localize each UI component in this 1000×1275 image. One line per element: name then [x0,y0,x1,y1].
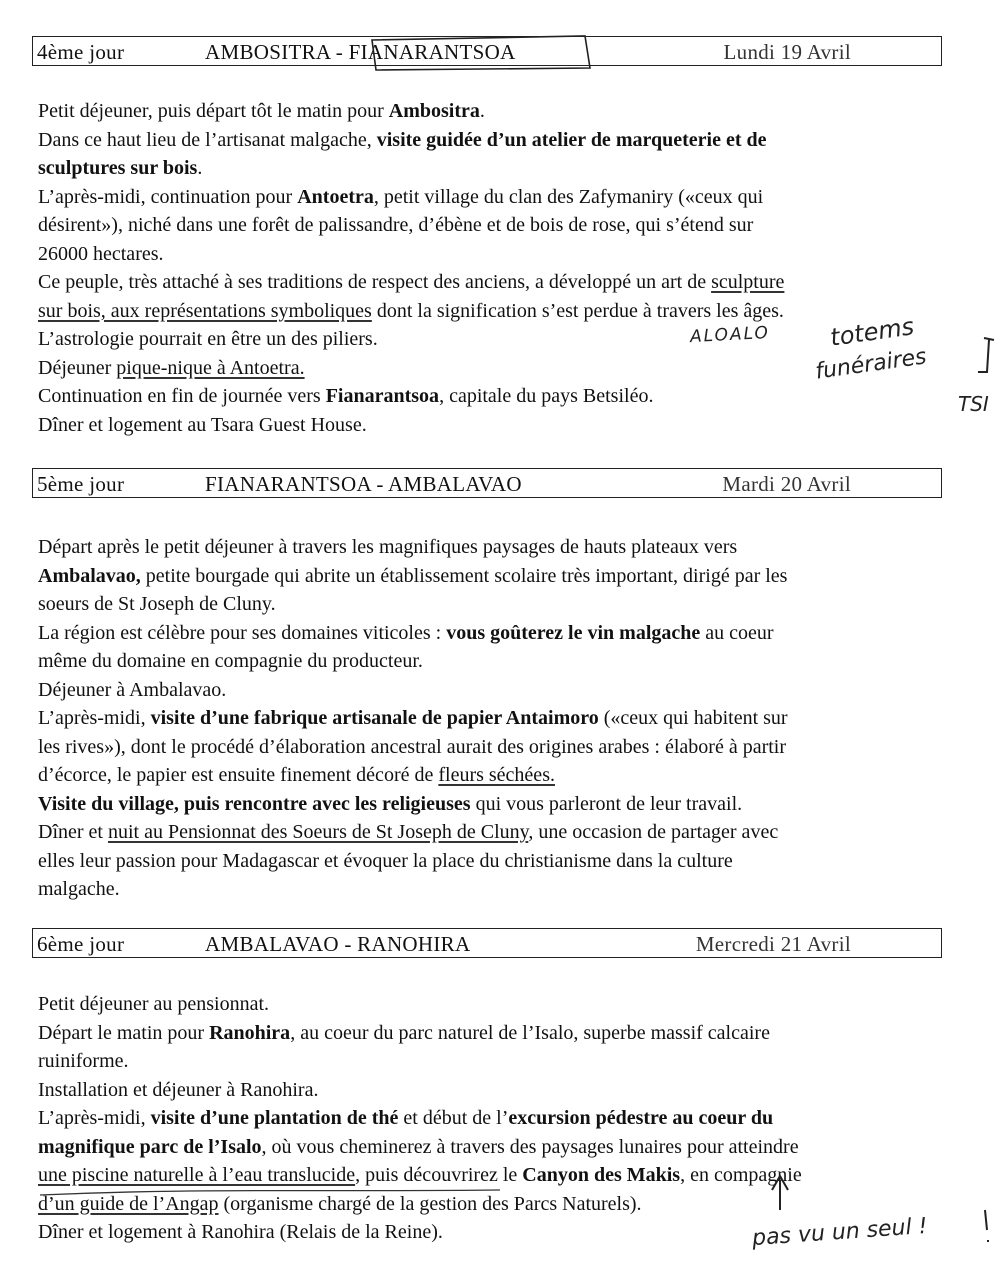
bold-text: excursion pédestre au coeur du [508,1107,774,1129]
handwritten-note-funeraires: funéraires [813,344,929,385]
text-run: Petit déjeuner, puis départ tôt le matin pour [38,100,389,122]
day-date: Mercredi 21 Avril [695,932,851,956]
text-run: d’écorce, le papier est ensuite finement décoré de [38,764,439,786]
margin-bracket-mark [978,338,994,372]
text-run: dont la signification s’est perdue à travers les âges. [371,299,784,322]
day-label: 5ème jour [37,472,125,496]
text-run: Dîner et logement à Ranohira (Relais de la Reine). [38,1221,443,1243]
underlined-text: nuit au Pensionnat des Soeurs de St Joseph de Cluny [107,821,529,843]
text-run: L’astrologie pourrait en être un des piliers. [38,328,378,350]
text-run: (organisme chargé de la gestion des Parcs Naturels). [218,1192,642,1215]
text-run: même du domaine en compagnie du producteur. [38,650,423,672]
text-run: Déjeuner [38,356,117,379]
text-run: Dans ce haut lieu de l’artisanat malgache, [38,128,377,151]
text-run: L’après-midi, [38,707,151,729]
day-label: 4ème jour [37,40,125,64]
bold-text: Visite du village, puis rencontre avec les religieuses [38,792,471,815]
underline-mark [40,1190,500,1195]
day-route: AMBALAVAO - RANOHIRA [205,932,471,956]
bold-text: Canyon des Makis [522,1164,681,1186]
bold-text: Ambalavao, [38,564,141,587]
bold-text: vous goûterez le vin malgache [446,621,701,644]
handwritten-note-totems: totems [828,312,916,352]
text-run: , une occasion de partager avec [528,821,779,843]
underlined-text: sculpture [711,271,785,293]
text-run: les rives»), dont le procédé d’élaboration ancestral aurait des origines arabes : élaboré à partir [38,735,787,758]
text-run: , où vous cheminerez à travers des paysages lunaires pour atteindre [261,1135,799,1158]
text-run: soeurs de St Joseph de Cluny. [38,593,276,615]
arrow-up-icon [772,1176,788,1210]
text-run: Petit déjeuner au pensionnat. [38,993,270,1015]
text-run: Départ après le petit déjeuner à travers les magnifiques paysages de hauts plateaux vers [38,536,738,558]
text-run: Ce peuple, très attaché à ses traditions de respect des anciens, a développé un art de [38,271,712,293]
text-run: Dîner et [38,821,108,843]
day-date: Lundi 19 Avril [723,40,851,64]
text-run: petite bourgade qui abrite un établissement scolaire très important, dirigé par les [140,564,788,587]
bold-text: Ranohira [209,1021,291,1044]
day-route: AMBOSITRA - FIANARANTSOA [205,40,516,64]
bold-text: Fianarantsoa [325,385,440,407]
text-run: . [197,157,203,179]
text-run: désirent»), niché dans une forêt de palissandre, d’ébène et de bois de rose, qui s’étend sur [38,214,754,236]
day-label: 6ème jour [37,932,125,956]
text-run: qui vous parleront de leur travail. [470,792,743,815]
text-run: Départ le matin pour [38,1021,210,1044]
text-run: , au coeur du parc naturel de l’Isalo, superbe massif calcaire [290,1021,770,1044]
text-run: , petit village du clan des Zafymaniry («ceux qui [373,185,764,208]
text-run: malgache. [38,878,120,900]
underlined-text: d’un guide de l’Angap [38,1192,219,1215]
text-run: elles leur passion pour Madagascar et évoquer la place du christianisme dans la culture [38,849,733,872]
text-run: 26000 hectares. [38,242,164,265]
text-run: , capitale du pays Betsiléo. [439,385,654,407]
day-date: Mardi 20 Avril [722,472,851,496]
text-run: Installation et déjeuner à Ranohira. [38,1078,319,1101]
text-run: Continuation en fin de journée vers [38,385,326,407]
bold-text: visite d’une plantation de thé [150,1107,399,1129]
underlined-text: une piscine naturelle à l’eau translucide [38,1164,356,1186]
text-run: ruiniforme. [38,1050,129,1072]
bold-text: Ambositra [388,100,480,122]
text-run: Dîner et logement au Tsara Guest House. [38,413,367,436]
bold-text: sculptures sur bois [38,157,198,179]
text-run: L’après-midi, [38,1107,151,1129]
text-run: au coeur [700,621,774,644]
exclamation-mark [985,1210,988,1242]
day-route: FIANARANTSOA - AMBALAVAO [205,472,522,496]
circled-destination-mark [372,36,590,70]
text-run: («ceux qui habitent sur [598,707,788,729]
text-run: et début de l’ [398,1107,509,1129]
bold-text: Antoetra [297,185,374,208]
text-run: L’après-midi, continuation pour [38,185,298,208]
text-run: , en compagnie [680,1164,802,1186]
bold-text: magnifique parc de l’Isalo [38,1135,262,1158]
handwritten-note-aloalo: ALOALO [689,322,771,348]
handwritten-note-margin: TSI [958,392,989,416]
text-run: Déjeuner à Ambalavao. [38,678,227,701]
text-run: , puis découvrirez le [355,1164,523,1186]
bold-text: visite guidée d’un atelier de marqueterie et de [376,128,767,151]
underlined-text: pique-nique à Antoetra. [116,356,305,379]
text-run: . [479,100,485,122]
bold-text: visite d’une fabrique artisanale de papier Antaimoro [150,707,599,729]
underlined-text: sur bois, aux représentations symboliques [38,299,372,322]
handwritten-note-bottom: pas vu un seul ! [751,1213,929,1252]
underlined-text: fleurs séchées. [438,764,555,786]
text-run: La région est célèbre pour ses domaines viticoles : [38,621,447,644]
